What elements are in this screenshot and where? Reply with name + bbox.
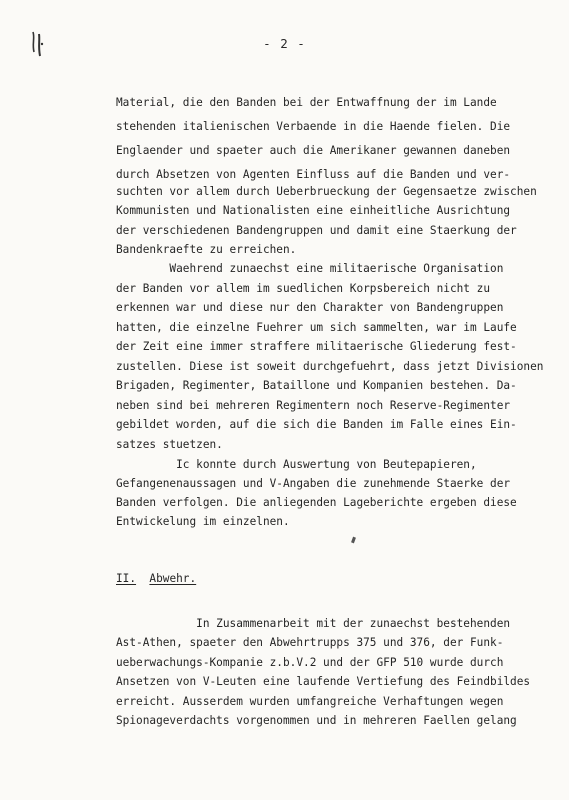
paragraph-1-line: Kommunisten und Nationalisten eine einheitliche Ausrichtung — [116, 204, 511, 217]
paragraph-4-line: In Zusammenarbeit mit der zunaechst bestehenden — [116, 617, 511, 630]
paragraph-1-line: der verschiedenen Bandengruppen und damit eine Staerkung der — [116, 224, 517, 237]
page-number: - 2 - — [263, 36, 306, 51]
paragraph-3-line: Ic konnte durch Auswertung von Beutepapieren, — [116, 458, 477, 471]
paragraph-2-line: der Banden vor allem im suedlichen Korpsbereich nicht zu — [116, 282, 491, 295]
section-title: Abwehr. — [149, 572, 197, 585]
paragraph-1-line: Material, die den Banden bei der Entwaffnung der im Lande — [116, 96, 497, 109]
stray-ink-mark — [351, 537, 356, 544]
paragraph-4-line: erreicht. Ausserdem wurden umfangreiche Verhaftungen wegen — [116, 695, 504, 708]
paragraph-1-line: durch Absetzen von Agenten Einfluss auf die Banden und ver- — [116, 168, 511, 181]
paragraph-1-line: stehenden italienischen Verbaende in die Haende fielen. Die — [116, 120, 511, 133]
paragraph-4-line: Ast-Athen, spaeter den Abwehrtrupps 375 und 376, der Funk- — [116, 636, 504, 649]
paragraph-2-line: neben sind bei mehreren Regimentern noch Reserve-Regimenter — [116, 399, 511, 412]
paragraph-1-line: Bandenkraefte zu erreichen. — [116, 243, 297, 256]
paragraph-1-line: suchten vor allem durch Ueberbrueckung der Gegensaetze zwischen — [116, 185, 537, 198]
paragraph-4-line: Spionageverdachts vorgenommen und in mehreren Faellen gelang — [116, 714, 517, 727]
paragraph-3-line: Entwickelung im einzelnen. — [116, 515, 290, 528]
paragraph-2-line: der Zeit eine immer straffere militaerische Gliederung fest- — [116, 340, 517, 353]
section-number: II. — [116, 572, 137, 585]
paragraph-2-line: satzes stuetzen. — [116, 438, 223, 451]
paragraph-1-line: Englaender und spaeter auch die Amerikaner gewannen daneben — [116, 144, 511, 157]
paragraph-3-line: Gefangenenaussagen und V-Angaben die zunehmende Staerke der — [116, 477, 511, 490]
paragraph-2-line: Waehrend zunaechst eine militaerische Organisation — [116, 262, 504, 275]
paragraph-3-line: Banden verfolgen. Die anliegenden Lageberichte ergeben diese — [116, 496, 517, 509]
section-heading — [116, 572, 196, 586]
paragraph-2-line: hatten, die einzelne Fuehrer um sich sammelten, war im Laufe — [116, 321, 517, 334]
paragraph-2-line: Brigaden, Regimenter, Bataillone und Kompanien bestehen. Da- — [116, 379, 517, 392]
paragraph-4-line: Ansetzen von V-Leuten eine laufende Vertiefung des Feindbildes — [116, 675, 531, 688]
paragraph-2-line: zustellen. Diese ist soweit durchgefuehrt, dass jetzt Divisionen — [116, 360, 544, 373]
paragraph-2-line: erkennen war und diese nur den Charakter von Bandengruppen — [116, 301, 504, 314]
paragraph-2-line: gebildet worden, auf die sich die Banden im Falle eines Ein- — [116, 418, 517, 431]
paragraph-4-line: ueberwachungs-Kompanie z.b.V.2 und der GFP 510 wurde durch — [116, 656, 504, 669]
